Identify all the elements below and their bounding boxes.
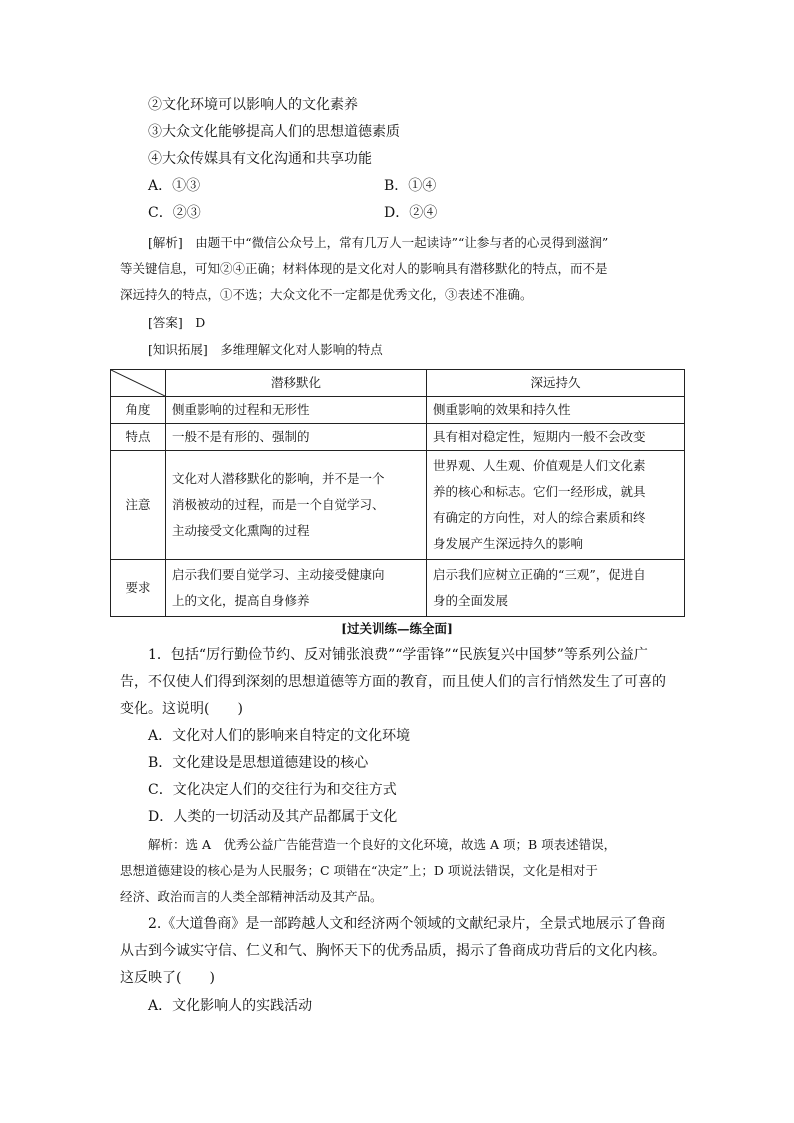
cell-line: 文化对人潜移默化的影响，并不是一个 xyxy=(172,471,385,486)
cell-line: 身发展产生深远持久的影响 xyxy=(433,536,584,551)
cell-line: 侧重影响的过程和无形性 xyxy=(172,402,310,417)
cell-qianyi xyxy=(166,451,427,560)
diagonal-line-icon xyxy=(111,370,165,396)
q2-stem-line-2: 从古到今诚实守信、仁义和气、胸怀天下的优秀品质，揭示了鲁商成功背后的文化内核。 xyxy=(120,943,666,959)
cell-line: 侧重影响的效果和持久性 xyxy=(433,402,571,417)
choice-c: C．②③ xyxy=(148,205,201,221)
cell-line: 有确定的方向性，对人的综合素质和终 xyxy=(433,510,646,525)
q1-option-d: D．人类的一切活动及其产品都属于文化 xyxy=(148,809,398,825)
row-label: 注意 xyxy=(111,451,166,560)
cell-line: 消极被动的过程，而是一个自觉学习、 xyxy=(172,497,385,512)
table-row xyxy=(111,397,685,424)
table-row xyxy=(111,560,685,617)
section-title: [过关训练—练全面] xyxy=(341,621,453,636)
cell-qianyi xyxy=(166,560,427,617)
cell-line: 世界观、人生观、价值观是人们文化素 xyxy=(433,458,646,473)
cell-line: 主动接受文化熏陶的过程 xyxy=(172,523,310,538)
diagonal-header-cell xyxy=(111,370,166,397)
cell-qianyi xyxy=(166,397,427,424)
q1-stem-line-2: 告，不仅使人们得到深刻的思想道德等方面的教育，而且使人们的言行悄然发生了可喜的 xyxy=(120,674,666,690)
q2-stem-line-1: 2.《大道鲁商》是一部跨越人文和经济两个领域的文献纪录片，全景式地展示了鲁商 xyxy=(148,916,666,932)
knowledge-expansion-title: [知识拓展] 多维理解文化对人影响的特点 xyxy=(148,342,383,357)
row-label: 角度 xyxy=(111,397,166,424)
table-row xyxy=(111,424,685,451)
header-shenyuan: 深远持久 xyxy=(427,370,685,397)
q2-option-a: A．文化影响人的实践活动 xyxy=(148,998,313,1014)
answer-line: [答案] D xyxy=(148,315,206,330)
cell-line: 一般不是有形的、强制的 xyxy=(172,429,310,444)
knowledge-table xyxy=(110,369,685,617)
cell-shenyuan xyxy=(427,397,685,424)
cell-line: 具有相对稳定性，短期内一般不会改变 xyxy=(433,429,646,444)
row-label: 特点 xyxy=(111,424,166,451)
cell-line: 养的核心和标志。它们一经形成，就具 xyxy=(433,484,646,499)
cell-line: 启示我们要自觉学习、主动接受健康向 xyxy=(172,567,385,582)
header-qianyi: 潜移默化 xyxy=(166,370,427,397)
cell-qianyi xyxy=(166,424,427,451)
option-item-2: ②文化环境可以影响人的文化素养 xyxy=(148,97,358,113)
cell-shenyuan xyxy=(427,451,685,560)
q2-stem-line-3: 这反映了( ) xyxy=(120,970,215,986)
analysis-line-3: 深远持久的特点，①不选；大众文化不一定都是优秀文化，③表述不准确。 xyxy=(120,287,533,302)
option-item-3: ③大众文化能够提高人们的思想道德素质 xyxy=(148,124,400,140)
cell-line: 启示我们应树立正确的“三观”，促进自 xyxy=(433,567,646,582)
cell-shenyuan xyxy=(427,424,685,451)
cell-line: 身的全面发展 xyxy=(433,593,509,608)
q1-solution-line-1: 解析：选 A 优秀公益广告能营造一个良好的文化环境，故选 A 项；B 项表述错误， xyxy=(148,837,617,852)
table-row xyxy=(111,451,685,560)
option-item-4: ④大众传媒具有文化沟通和共享功能 xyxy=(148,151,372,167)
q1-stem-line-1: 1．包括“厉行勤俭节约、反对铺张浪费”“学雷锋”“民族复兴中国梦”等系列公益广 xyxy=(148,647,648,663)
q1-option-b: B．文化建设是思想道德建设的核心 xyxy=(148,755,369,771)
analysis-line-2: 等关键信息，可知②④正确；材料体现的是文化对人的影响具有潜移默化的特点，而不是 xyxy=(120,261,608,276)
choice-b: B．①④ xyxy=(384,178,437,194)
q1-solution-line-3: 经济、政治而言的人类全部精神活动及其产品。 xyxy=(120,889,383,904)
row-label: 要求 xyxy=(111,560,166,617)
q1-stem-line-3: 变化。这说明( ) xyxy=(120,701,243,717)
cell-shenyuan xyxy=(427,560,685,617)
table-header-row xyxy=(111,370,685,397)
q1-option-c: C．文化决定人们的交往行为和交往方式 xyxy=(148,782,397,798)
cell-line: 上的文化，提高自身修养 xyxy=(172,593,310,608)
analysis-line-1: [解析] 由题干中“微信公众号上，常有几万人一起读诗”“让参与者的心灵得到滋润” xyxy=(148,235,609,250)
q1-option-a: A．文化对人们的影响来自特定的文化环境 xyxy=(148,728,411,744)
choice-a: A．①③ xyxy=(148,178,201,194)
q1-solution-line-2: 思想道德建设的核心是为人民服务；C 项错在“决定”上；D 项说法错误，文化是相对于 xyxy=(120,863,598,878)
choice-d: D．②④ xyxy=(384,205,438,221)
